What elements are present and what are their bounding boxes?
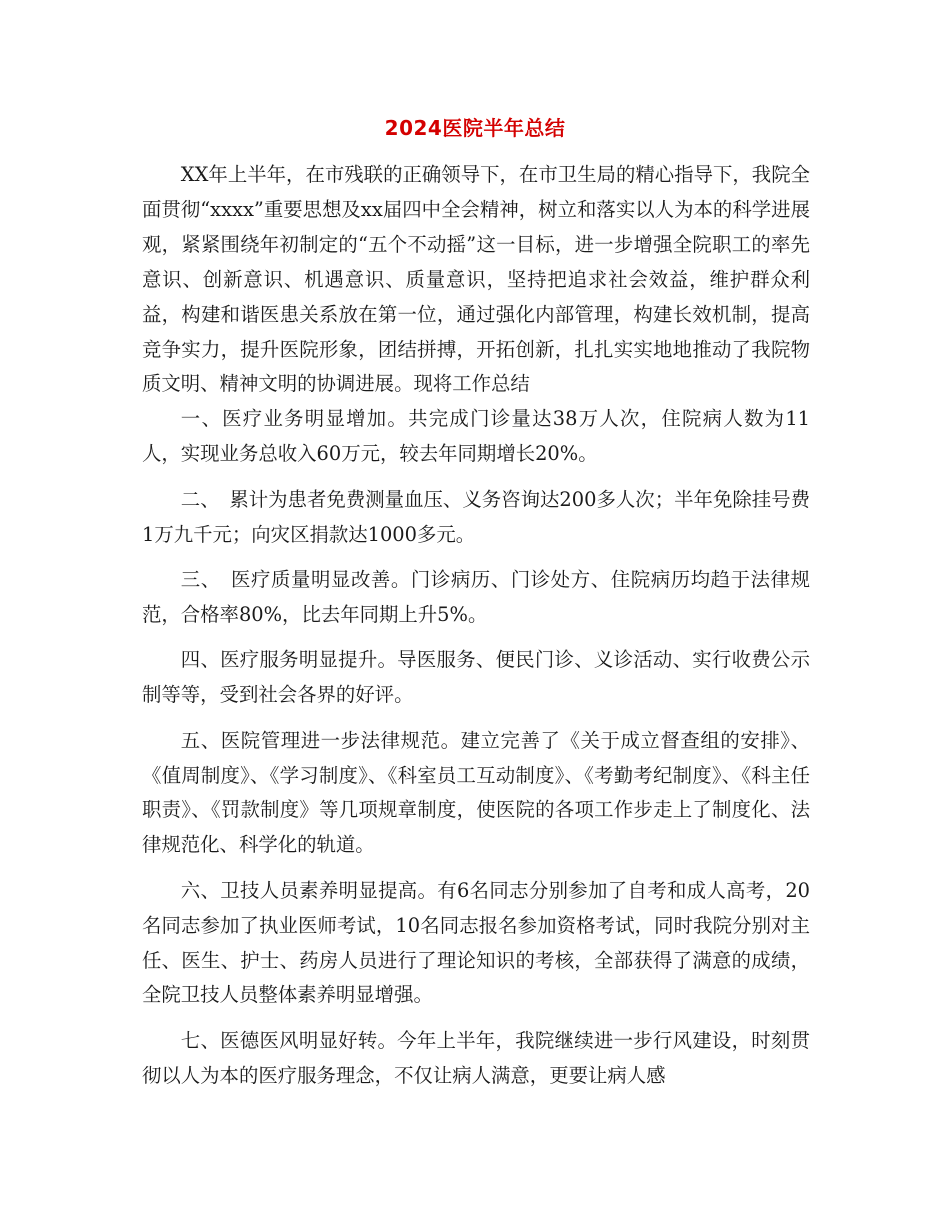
paragraph-1: 一、医疗业务明显增加。共完成门诊量达38万人次，住院病人数为11人，实现业务总收入60万元，较去年同期增长20%。 xyxy=(142,407,810,466)
document-body xyxy=(142,158,810,1104)
paragraph-2: 二、 累计为患者免费测量血压、义务咨询达200多人次；半年免除挂号费1万九千元；向灾区捐款达1000多元。 xyxy=(142,487,810,546)
paragraph-5: 五、医院管理进一步法律规范。建立完善了《关于成立督查组的安排》、《值周制度》、《学习制度》、《科室员工互动制度》、《考勤考纪制度》、《科主任职责》、《罚款制度》等几项规章制度，使医院的各项工作步走上了制度化、法律规范化、科学化的轨道。 xyxy=(142,728,810,857)
document-title: 2024医院半年总结 xyxy=(384,116,566,140)
paragraph-4: 四、医疗服务明显提升。导医服务、便民门诊、义诊活动、实行收费公示制等等，受到社会各界的好评。 xyxy=(142,648,810,707)
paragraph-6: 六、卫技人员素养明显提高。有6名同志分别参加了自考和成人高考，20名同志参加了执业医师考试，10名同志报名参加资格考试，同时我院分别对主任、医生、护士、药房人员进行了理论知识的考核，全部获得了满意的成绩，全院卫技人员整体素养明显增强。 xyxy=(142,878,810,1007)
paragraph-7: 七、医德医风明显好转。今年上半年，我院继续进一步行风建设，时刻贯彻以人为本的医疗服务理念，不仅让病人满意，更要让病人感 xyxy=(142,1028,810,1087)
paragraph-intro: XX年上半年，在市残联的正确领导下，在市卫生局的精心指导下，我院全面贯彻“xxxx”重要思想及xx届四中全会精神，树立和落实以人为本的科学进展观，紧紧围绕年初制定的“五个不动摇”这一目标，进一步增强全院职工的率先意识、创新意识、机遇意识、质量意识，坚持把追求社会效益，维护群众利益，构建和谐医患关系放在第一位，通过强化内部管理，构建长效机制，提高竞争实力，提升医院形象，团结拼搏，开拓创新，扎扎实实地地推动了我院物质文明、精神文明的协调进展。现将工作总结 xyxy=(142,163,810,396)
paragraph-3: 三、 医疗质量明显改善。门诊病历、门诊处方、住院病历均趋于法律规范，合格率80%，比去年同期上升5%。 xyxy=(142,567,810,626)
